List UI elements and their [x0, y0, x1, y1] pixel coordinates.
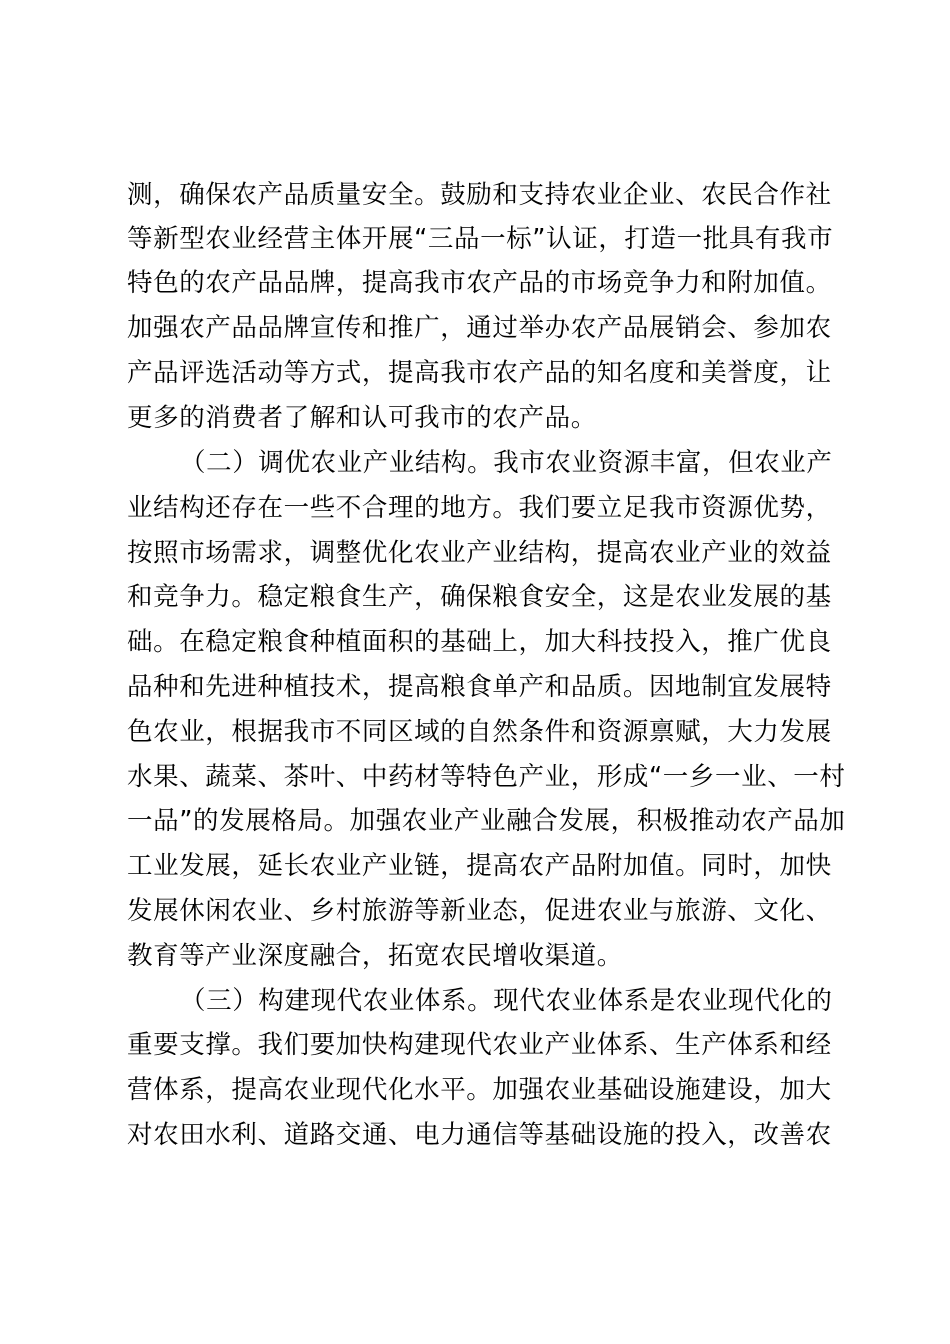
text-line: 测，确保农产品质量安全。鼓励和支持农业企业、农民合作社	[127, 180, 832, 210]
text-line: 特色的农产品品牌，提高我市农产品的市场竞争力和附加值。	[127, 268, 832, 298]
text-line: 发展休闲农业、乡村旅游等新业态，促进农业与旅游、文化、	[127, 896, 832, 926]
text-line: 按照市场需求，调整优化农业产业结构，提高农业产业的效益	[127, 538, 832, 568]
text-line: 教育等产业深度融合，拓宽农民增收渠道。	[127, 941, 623, 971]
text-line: 营体系，提高农业现代化水平。加强农业基础设施建设，加大	[127, 1075, 832, 1105]
text-line: 更多的消费者了解和认可我市的农产品。	[127, 403, 597, 433]
text-line: 一品”的发展格局。加强农业产业融合发展，积极推动农产品加	[127, 806, 846, 836]
text-line: 础。在稳定粮食种植面积的基础上，加大科技投入，推广优良	[127, 627, 832, 657]
text-line: 业结构还存在一些不合理的地方。我们要立足我市资源优势，	[127, 493, 832, 523]
text-line: 工业发展，延长农业产业链，提高农产品附加值。同时，加快	[127, 851, 832, 881]
text-line: 品种和先进种植技术，提高粮食单产和品质。因地制宜发展特	[127, 672, 832, 702]
text-line: 对农田水利、道路交通、电力通信等基础设施的投入，改善农	[127, 1120, 832, 1150]
paragraph-heading-line: （二）调优农业产业结构。我市农业资源丰富，但农业产	[180, 448, 833, 478]
text-line: 和竞争力。稳定粮食生产，确保粮食安全，这是农业发展的基	[127, 582, 832, 612]
text-line: 重要支撑。我们要加快构建现代农业产业体系、生产体系和经	[127, 1030, 832, 1060]
text-line: 加强农产品品牌宣传和推广，通过举办农产品展销会、参加农	[127, 313, 832, 343]
text-line: 水果、蔬菜、茶叶、中药材等特色产业，形成“一乡一业、一村	[127, 762, 846, 792]
text-line: 等新型农业经营主体开展“三品一标”认证，打造一批具有我市	[127, 224, 834, 254]
text-line: 产品评选活动等方式，提高我市农产品的知名度和美誉度，让	[127, 358, 832, 388]
text-line: 色农业，根据我市不同区域的自然条件和资源禀赋，大力发展	[127, 717, 832, 747]
paragraph-heading-line: （三）构建现代农业体系。现代农业体系是农业现代化的	[180, 986, 833, 1016]
